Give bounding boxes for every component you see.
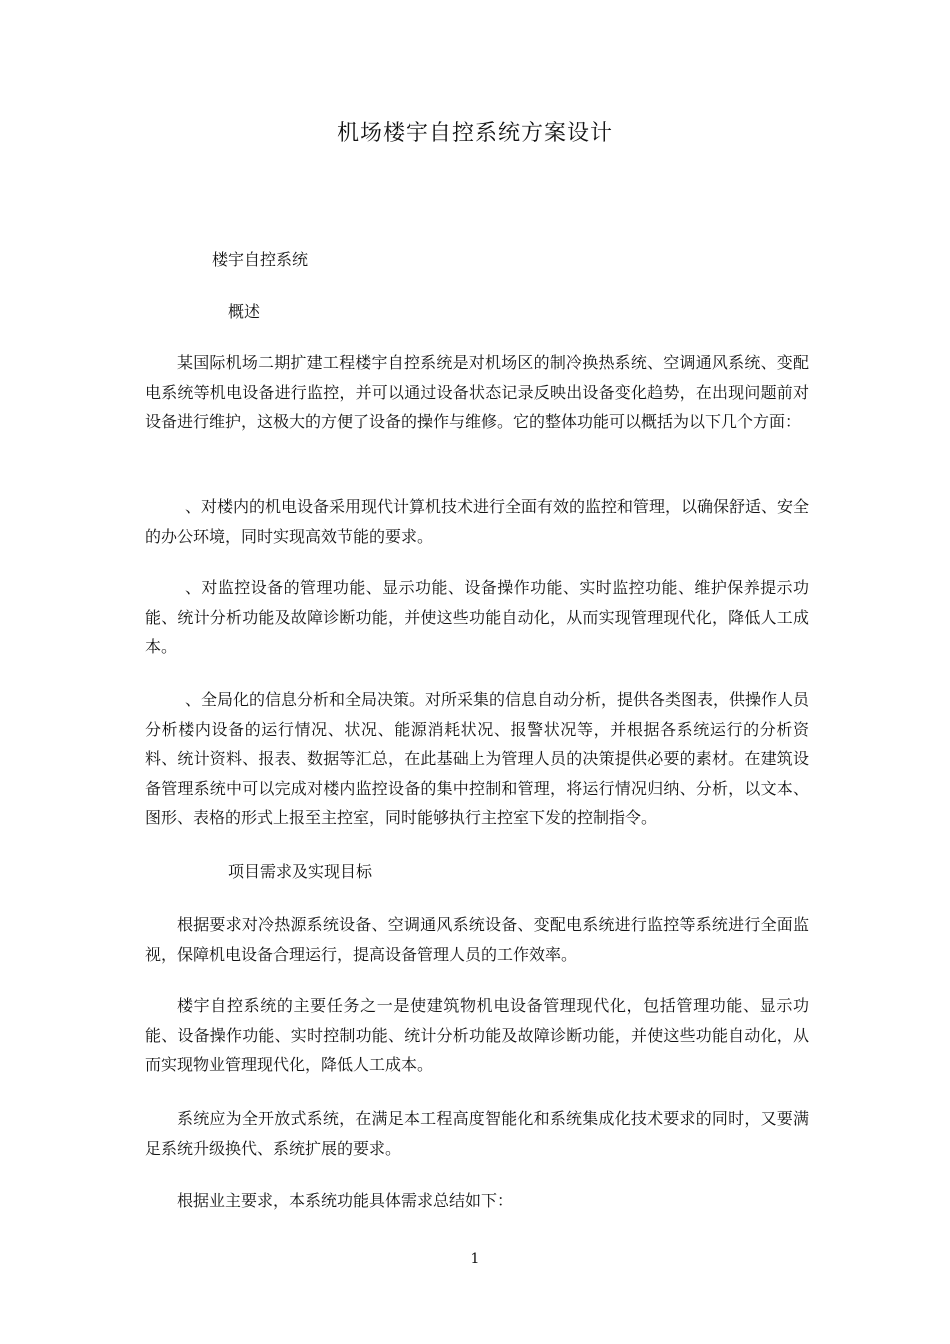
page-number: 1 [470,1251,480,1267]
section-heading: 楼宇自控系统 [212,250,309,269]
requirements-paragraph: 根据要求对冷热源系统设备、空调通风系统设备、变配电系统进行监控等系统进行全面监视，保障机电设备合理运行，提高设备管理人员的工作效率。 [145,915,809,964]
requirements-paragraph: 楼宇自控系统的主要任务之一是使建筑物机电设备管理现代化，包括管理功能、显示功能、设备操作功能、实时控制功能、统计分析功能及故障诊断功能，并使这些功能自动化，从而实现物业管理现代化，降低人工成本。 [145,996,809,1074]
requirements-paragraph: 系统应为全开放式系统，在满足本工程高度智能化和系统集成化技术要求的同时，又要满足系统升级换代、系统扩展的要求。 [145,1109,809,1158]
overview-bullet-paragraph: 、对楼内的机电设备采用现代计算机技术进行全面有效的监控和管理，以确保舒适、安全的办公环境，同时实现高效节能的要求。 [145,497,810,546]
overview-heading: 概述 [228,302,261,321]
requirements-heading: 项目需求及实现目标 [228,862,373,881]
overview-paragraph: 某国际机场二期扩建工程楼宇自控系统是对机场区的制冷换热系统、空调通风系统、变配电系统等机电设备进行监控，并可以通过设备状态记录反映出设备变化趋势，在出现问题前对设备进行维护，这极大的方便了设备的操作与维修。它的整体功能可以概括为以下几个方面： [145,353,809,431]
requirements-paragraph: 根据业主要求，本系统功能具体需求总结如下： [177,1191,514,1210]
document-title: 机场楼宇自控系统方案设计 [336,121,613,146]
overview-bullet-paragraph: 、对监控设备的管理功能、显示功能、设备操作功能、实时监控功能、维护保养提示功能、统计分析功能及故障诊断功能，并使这些功能自动化，从而实现管理现代化，降低人工成本。 [145,578,809,656]
overview-bullet-paragraph: 、全局化的信息分析和全局决策。对所采集的信息自动分析，提供各类图表，供操作人员分析楼内设备的运行情况、状况、能源消耗状况、报警状况等，并根据各系统运行的分析资料、统计资料、报表、数据等汇总，在此基础上为管理人员的决策提供必要的素材。在建筑设备管理系统中可以完成对楼内监控设备的集中控制和管理，将运行情况归纳、分析，以文本、图形、表格的形式上报至主控室，同时能够执行主控室下发的控制指令。 [145,690,810,827]
